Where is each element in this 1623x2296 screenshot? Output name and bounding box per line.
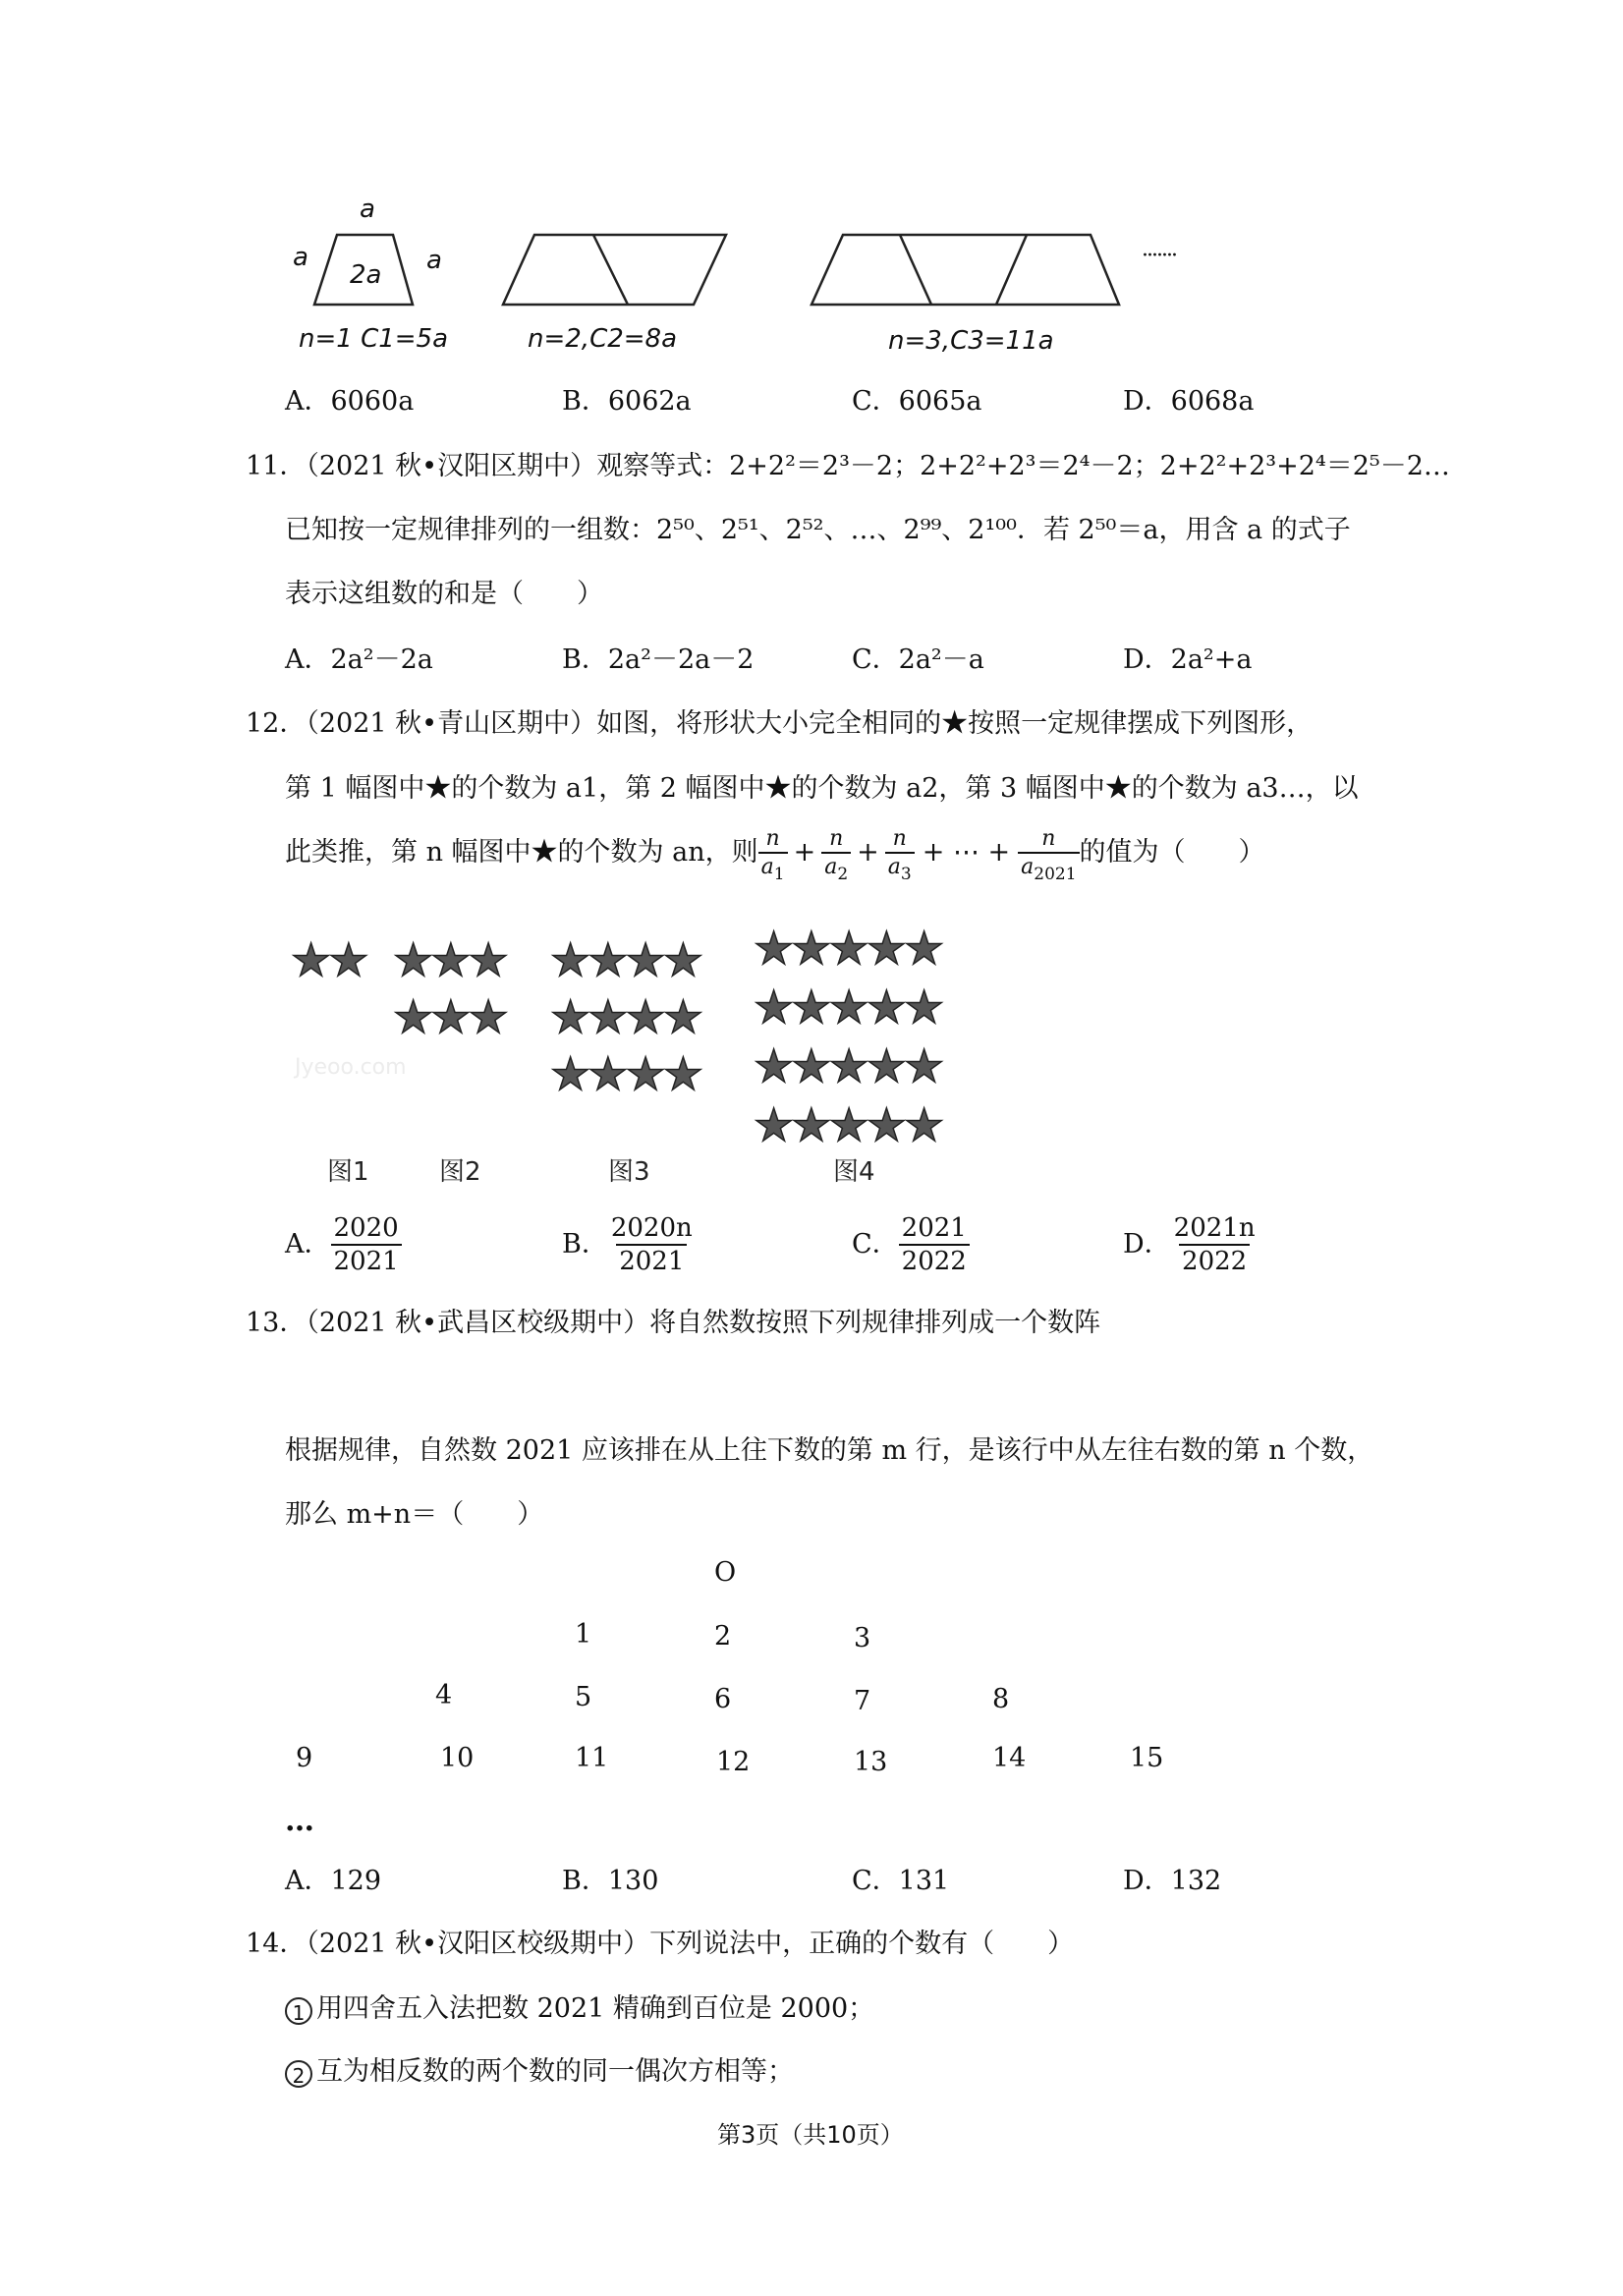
array-ellipsis: … (285, 1804, 314, 1838)
fig-label-2: 图2 (439, 1157, 481, 1187)
frac-n-a2: $\frac{n}{a_2}$ (821, 825, 851, 880)
q11-source: （2021 秋•汉阳区期中） (306, 451, 597, 481)
q12-number: 12． (246, 708, 307, 739)
q12-c-den: 2022 (899, 1244, 970, 1277)
q14-source: （2021 秋•汉阳区校级期中） (306, 1929, 650, 1959)
q14-number: 14． (246, 1929, 307, 1959)
frac-n-a3: $\frac{n}{a_3}$ (885, 825, 915, 880)
star-fig4-row1: ★★★★★ (754, 922, 942, 975)
page-footer: 第3页（共10页） (717, 2121, 904, 2149)
star-fig4-row4: ★★★★★ (754, 1098, 942, 1151)
array-cell: 1 (575, 1619, 592, 1650)
star-fig2-row1: ★★★ (393, 933, 506, 986)
array-cell: 4 (435, 1680, 453, 1710)
q13-option-d[interactable]: D．132 (1123, 1866, 1222, 1896)
q11-line3: 表示这组数的和是（ ） (285, 579, 603, 609)
q13-line1 (246, 1307, 1100, 1340)
q12-line2: 第 1 幅图中★的个数为 a1，第 2 幅图中★的个数为 a2，第 3 幅图中★的个数为 a3…，以 (285, 773, 1359, 804)
star-fig1-row1: ★★ (291, 933, 366, 986)
q13-source: （2021 秋•武昌区校级期中） (306, 1308, 650, 1338)
top-side-label: a (360, 195, 375, 224)
array-cell: 11 (575, 1743, 609, 1773)
array-cell: 12 (716, 1747, 751, 1777)
q12-source: （2021 秋•青山区期中） (306, 708, 597, 739)
q10-option-b[interactable]: B．6062a (562, 386, 692, 417)
star-fig3-row1: ★★★★ (550, 933, 700, 986)
q12-option-d[interactable]: D． $\frac{2021n}{2022}$ (1123, 1212, 1259, 1277)
q11-line2: 已知按一定规律排列的一组数：2⁵⁰、2⁵¹、2⁵²、…、2⁹⁹、2¹⁰⁰．若 2⁵⁰＝a，用含 a 的式子 (285, 515, 1351, 545)
q10-option-c[interactable]: C．6065a (852, 386, 982, 417)
q12-option-c[interactable]: C． $\frac{2021}{2022}$ (852, 1212, 970, 1277)
q11-number: 11． (246, 451, 307, 481)
watermark: Jyeoo.com (295, 1055, 407, 1080)
q12-b-num: 2020n (610, 1213, 693, 1243)
array-cell: 7 (854, 1686, 871, 1716)
star-fig3-row2: ★★★★ (550, 990, 700, 1043)
q13-text-line1: 将自然数按照下列规律排列成一个数阵 (649, 1308, 1101, 1338)
q12-line3-prefix: 此类推，第 n 幅图中★的个数为 an，则 (285, 837, 758, 868)
array-cell: O (714, 1557, 737, 1588)
q10-option-d[interactable]: D．6068a (1123, 386, 1255, 417)
star-fig4-row3: ★★★★★ (754, 1039, 942, 1092)
q12-a-den: 2021 (331, 1244, 402, 1277)
q13-line3: 那么 m+n＝（ ） (285, 1499, 544, 1530)
array-cell: 9 (296, 1743, 313, 1773)
q12-d-num: 2021n (1173, 1213, 1256, 1243)
array-cell: 6 (714, 1684, 732, 1714)
caption-n2: n=2,C2=8a (528, 324, 678, 354)
right-side-label: a (426, 246, 442, 275)
q10-option-a[interactable]: A．6060a (285, 386, 415, 417)
q12-a-num: 2020 (333, 1213, 399, 1243)
star-fig3-row3: ★★★★ (550, 1047, 700, 1100)
array-cell: 10 (440, 1743, 475, 1773)
caption-n1: n=1 C1=5a (299, 324, 449, 354)
q12-option-a[interactable]: A． $\frac{2020}{2021}$ (285, 1212, 402, 1277)
q14-item-1: 1 用四舍五入法把数 2021 精确到百位是 2000； (285, 1992, 874, 2026)
q12-line1 (246, 707, 1313, 741)
q13-option-a[interactable]: A．129 (285, 1866, 382, 1896)
star-fig4-row2: ★★★★★ (754, 980, 942, 1034)
circled-number-icon: 2 (285, 2060, 312, 2088)
q12-b-den: 2021 (616, 1244, 687, 1277)
array-cell: 2 (714, 1621, 732, 1652)
bottom-side-label: 2a (350, 260, 382, 290)
q12-d-den: 2022 (1179, 1244, 1250, 1277)
frac-n-a1: $\frac{n}{a_1}$ (758, 825, 788, 880)
q11-line1 (246, 450, 1450, 483)
q12-line3-suffix: 的值为（ ） (1079, 837, 1265, 868)
circled-number-icon: 1 (285, 1997, 312, 2025)
q12-option-b[interactable]: B． $\frac{2020n}{2021}$ (562, 1212, 696, 1277)
array-cell: 5 (575, 1682, 592, 1712)
fig-label-3: 图3 (608, 1157, 650, 1187)
array-cell: 15 (1130, 1743, 1164, 1773)
q13-option-c[interactable]: C．131 (852, 1866, 950, 1896)
q14-line1 (246, 1928, 1074, 1961)
frac-n-a2021: $\frac{n}{a_{2021}}$ (1018, 825, 1079, 880)
q12-line3: 此类推，第 n 幅图中★的个数为 an，则 $\frac{n}{a_1}$ + $\frac{n}{a_2}$ + $\frac{n}{a_3}$ + ⋯ + $\frac{n}{a_{2021}}$ 的值为（ ） (285, 826, 1265, 884)
q11-text-line1: 观察等式：2+2²＝2³－2；2+2²+2³＝2⁴－2；2+2²+2³+2⁴＝2⁵－2… (596, 451, 1450, 481)
array-cell: 3 (854, 1623, 871, 1653)
array-cell: 8 (992, 1684, 1010, 1714)
q11-option-c[interactable]: C．2a²－a (852, 644, 984, 675)
left-side-label: a (293, 243, 308, 272)
array-cell: 13 (854, 1747, 888, 1777)
q13-number: 13． (246, 1308, 307, 1338)
q14-text-line1: 下列说法中，正确的个数有（ ） (649, 1929, 1075, 1959)
q11-option-d[interactable]: D．2a²+a (1123, 644, 1253, 675)
q13-line2: 根据规律，自然数 2021 应该排在从上往下数的第 m 行，是该行中从左往右数的第 n 个数， (285, 1435, 1374, 1466)
caption-n3: n=3,C3=11a (888, 326, 1054, 356)
q11-option-b[interactable]: B．2a²－2a－2 (562, 644, 755, 675)
fig-label-1: 图1 (327, 1157, 369, 1187)
array-cell: 14 (992, 1743, 1027, 1773)
ellipsis: ······· (1142, 244, 1176, 268)
q12-text-line1: 如图，将形状大小完全相同的★按照一定规律摆成下列图形， (596, 708, 1314, 739)
star-fig2-row2: ★★★ (393, 990, 506, 1043)
q11-option-a[interactable]: A．2a²－2a (285, 644, 433, 675)
fig-label-4: 图4 (833, 1157, 875, 1187)
trapezoid-figures (285, 192, 1169, 319)
q13-option-b[interactable]: B．130 (562, 1866, 659, 1896)
q12-c-num: 2021 (901, 1213, 967, 1243)
q14-item-2: 2 互为相反数的两个数的同一偶次方相等； (285, 2055, 794, 2089)
